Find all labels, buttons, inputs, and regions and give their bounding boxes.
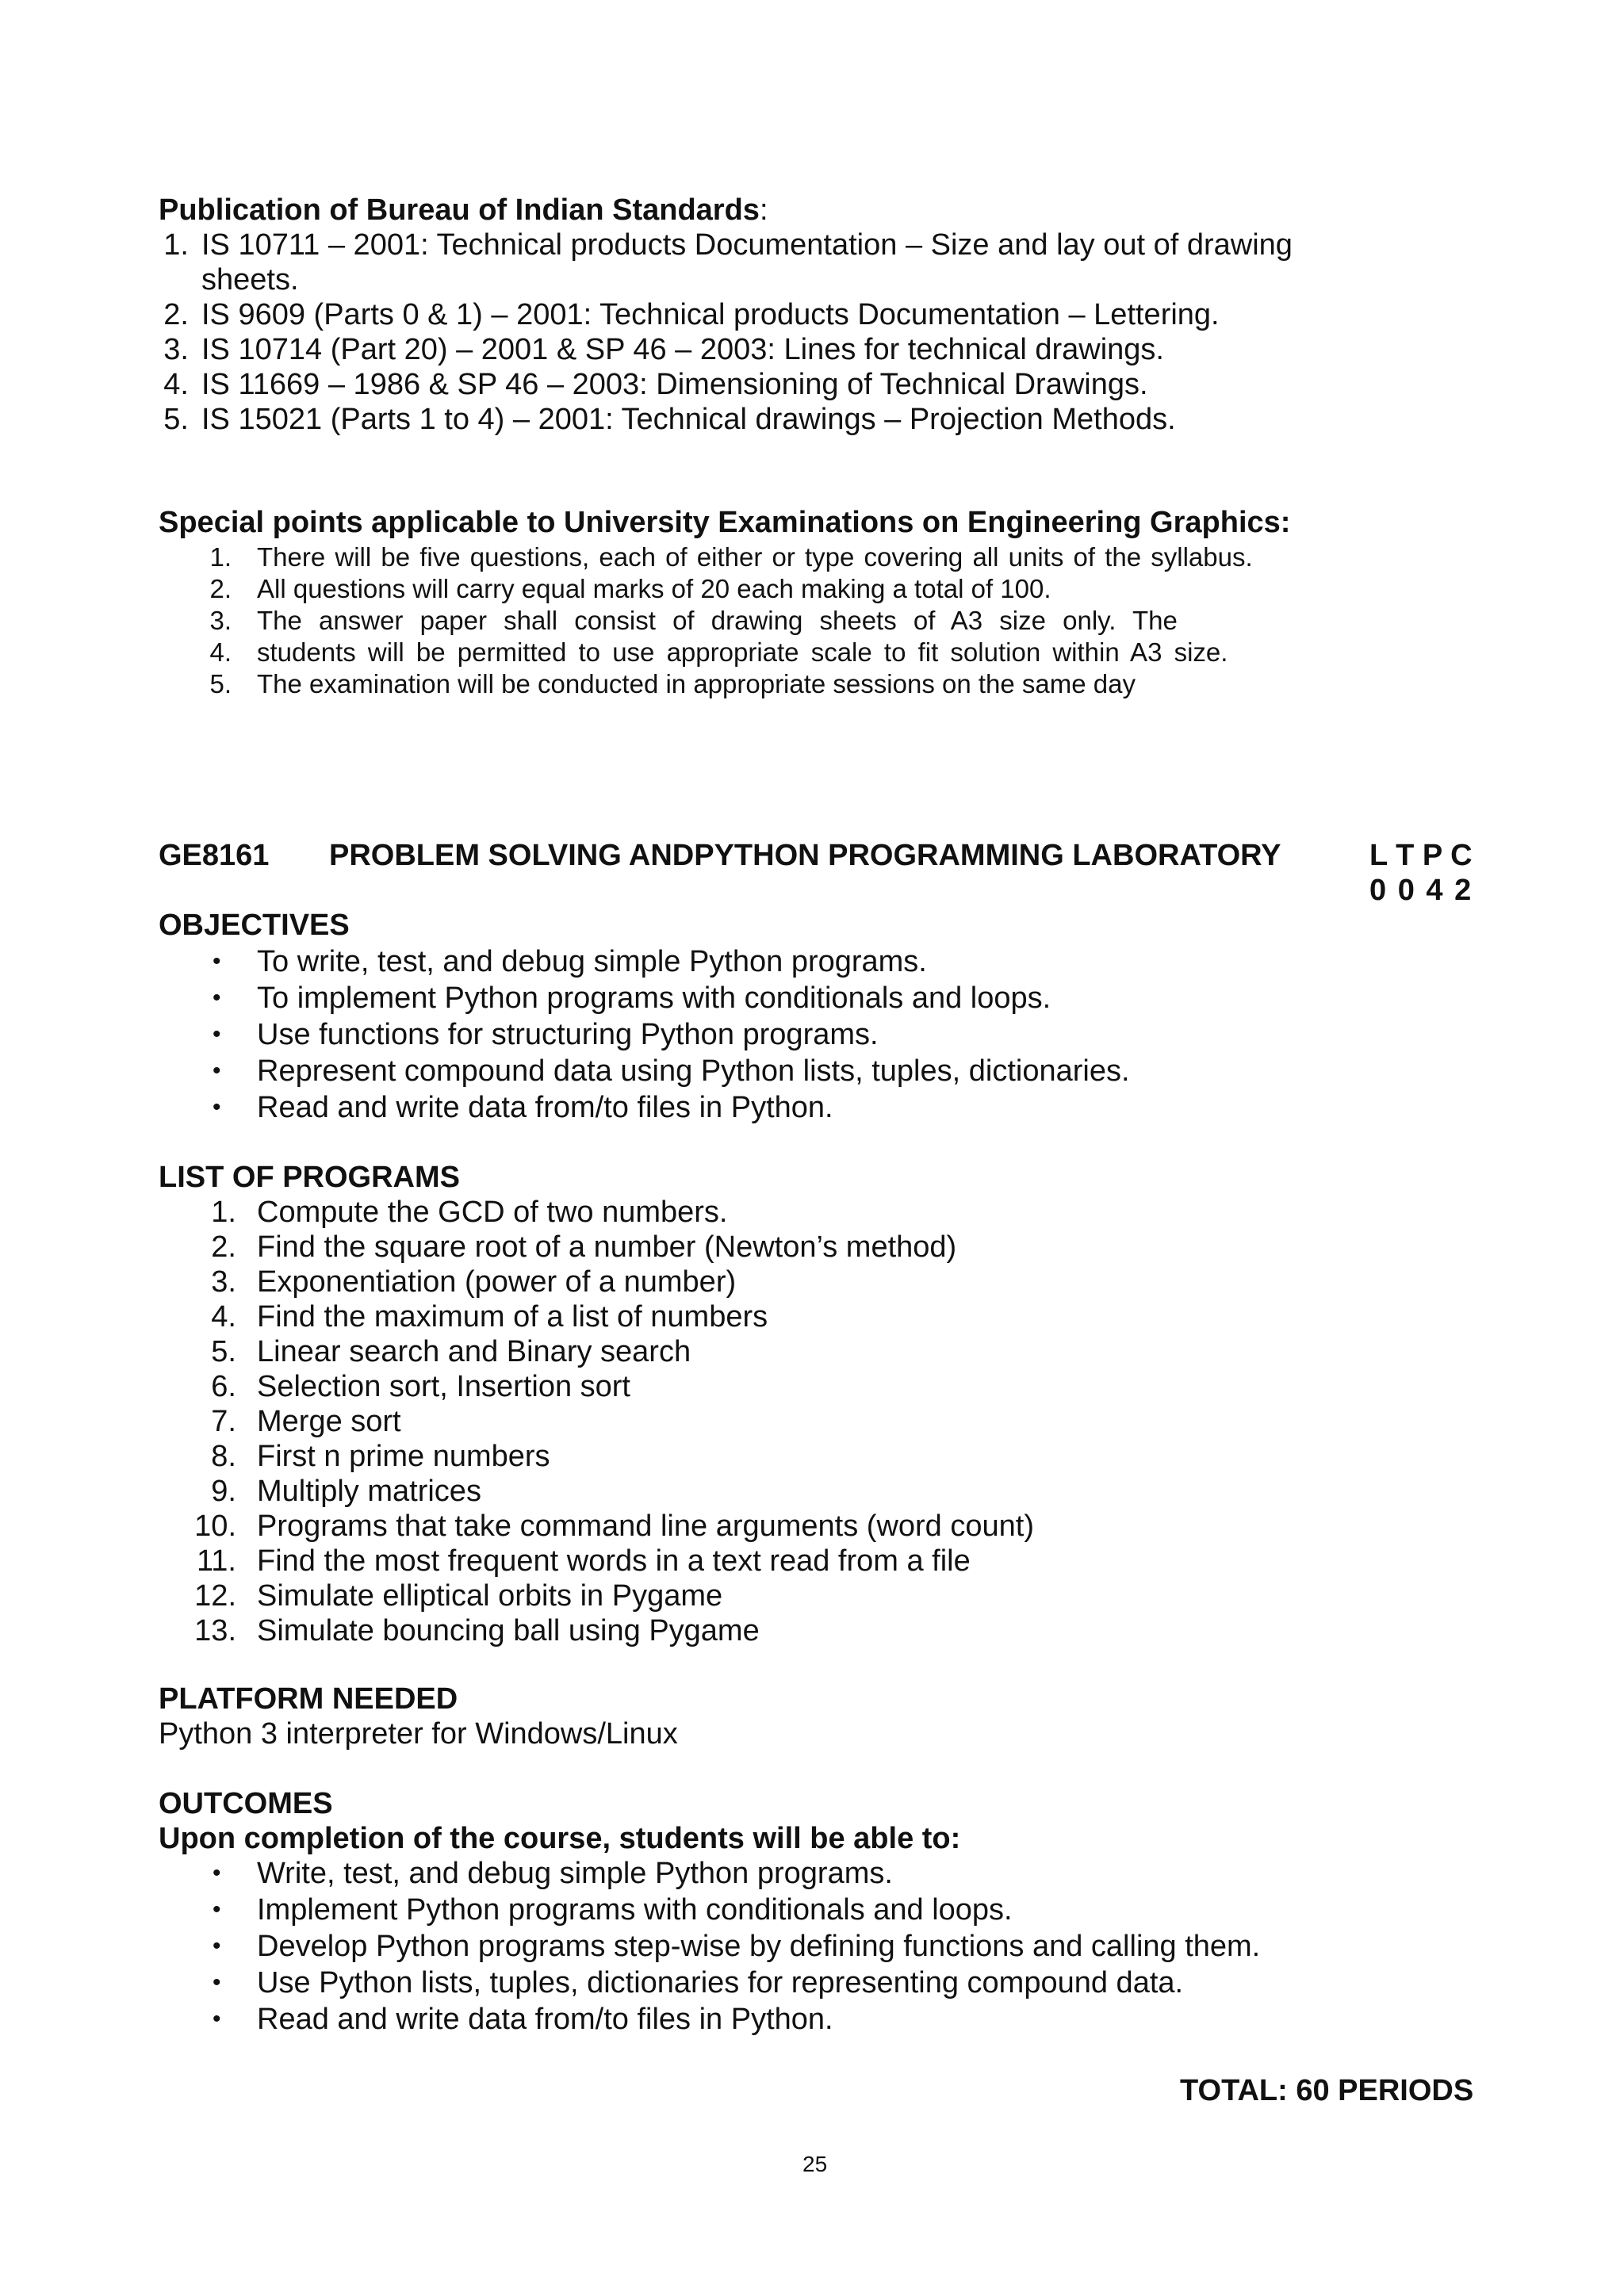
bis-item-4-text: IS 11669 – 1986 & SP 46 – 2003: Dimensioning of Technical Drawings.: [201, 368, 1148, 401]
special-item-1-num: 1.: [209, 542, 232, 572]
special-item-4-num: 4.: [209, 637, 232, 667]
program-10-text: Programs that take command line arguments (word count): [257, 1510, 1034, 1543]
special-item-2-text: All questions will carry equal marks of 20 each making a total of 100.: [257, 574, 1051, 603]
objective-2: To implement Python programs with conditionals and loops.: [257, 982, 1051, 1015]
special-item-4-text: students will be permitted to use appropriate scale to fit solution within A3 size.: [257, 637, 1228, 667]
special-item-1-text: There will be five questions, each of either or type covering all units of the syllabus.: [257, 542, 1253, 572]
bullet: •: [213, 1896, 221, 1923]
program-8-text: First n prime numbers: [257, 1440, 550, 1473]
bis-item-1-text: IS 10711 – 2001: Technical products Documentation – Size and lay out of drawing: [201, 228, 1293, 262]
program-7-num: 7.: [211, 1405, 236, 1438]
program-1-num: 1.: [211, 1196, 236, 1229]
program-6-num: 6.: [211, 1370, 236, 1403]
outcome-1: Write, test, and debug simple Python programs.: [257, 1857, 893, 1890]
objective-3: Use functions for structuring Python programs.: [257, 1018, 879, 1051]
bis-item-2-text: IS 9609 (Parts 0 & 1) – 2001: Technical products Documentation – Lettering.: [201, 298, 1220, 331]
special-item-5-num: 5.: [209, 669, 232, 698]
program-5-text: Linear search and Binary search: [257, 1335, 691, 1368]
bis-item-5-text: IS 15021 (Parts 1 to 4) – 2001: Technical drawings – Projection Methods.: [201, 403, 1176, 436]
ltpc-label: L T P C: [1369, 839, 1473, 872]
special-item-2-num: 2.: [209, 574, 232, 603]
program-12-num: 12.: [194, 1579, 236, 1613]
program-6-text: Selection sort, Insertion sort: [257, 1370, 630, 1403]
program-3-num: 3.: [211, 1265, 236, 1299]
bis-item-4-num: 4.: [163, 368, 189, 401]
bis-item-3-text: IS 10714 (Part 20) – 2001 & SP 46 – 2003: Lines for technical drawings.: [201, 333, 1164, 366]
bis-heading-line: [159, 193, 768, 228]
program-13-text: Simulate bouncing ball using Pygame: [257, 1614, 760, 1647]
bis-item-5-num: 5.: [163, 403, 189, 436]
program-7-text: Merge sort: [257, 1405, 401, 1438]
bullet: •: [213, 1021, 221, 1047]
outcome-5: Read and write data from/to files in Python.: [257, 2003, 833, 2036]
program-2-num: 2.: [211, 1230, 236, 1264]
program-3-text: Exponentiation (power of a number): [257, 1265, 737, 1299]
bullet: •: [213, 1094, 221, 1120]
outcomes-heading: OUTCOMES: [159, 1787, 333, 1820]
bis-item-3-num: 3.: [163, 333, 189, 366]
bis-item-1-num: 1.: [163, 228, 189, 262]
bis-heading: Publication of Bureau of Indian Standards: [159, 193, 760, 227]
program-9-num: 9.: [211, 1475, 236, 1508]
bis-heading-colon: :: [759, 193, 768, 227]
page-number: 25: [802, 2152, 828, 2176]
bullet: •: [213, 1058, 221, 1084]
program-5-num: 5.: [211, 1335, 236, 1368]
bis-item-1-text-cont: sheets.: [201, 263, 299, 297]
program-12-text: Simulate elliptical orbits in Pygame: [257, 1579, 723, 1613]
ltpc-values: 0 0 4 2: [1369, 874, 1472, 907]
program-11-text: Find the most frequent words in a text read from a file: [257, 1544, 971, 1578]
programs-heading: LIST OF PROGRAMS: [159, 1161, 460, 1194]
bullet: •: [213, 985, 221, 1011]
objective-4: Represent compound data using Python lists, tuples, dictionaries.: [257, 1054, 1130, 1088]
outcome-3: Develop Python programs step-wise by defining functions and calling them.: [257, 1930, 1261, 1963]
outcome-2: Implement Python programs with conditionals and loops.: [257, 1893, 1013, 1927]
bis-item-2-num: 2.: [163, 298, 189, 331]
objectives-heading: OBJECTIVES: [159, 909, 350, 942]
special-item-3-text: The answer paper shall consist of drawing sheets of A3 size only. The: [257, 606, 1178, 635]
objective-5: Read and write data from/to files in Python.: [257, 1091, 833, 1124]
program-10-num: 10.: [194, 1510, 236, 1543]
bullet: •: [213, 1969, 221, 1996]
special-item-3-num: 3.: [209, 606, 232, 635]
program-8-num: 8.: [211, 1440, 236, 1473]
outcome-4: Use Python lists, tuples, dictionaries for representing compound data.: [257, 1966, 1184, 1999]
objective-1: To write, test, and debug simple Python programs.: [257, 945, 927, 978]
program-2-text: Find the square root of a number (Newton’s method): [257, 1230, 957, 1264]
program-4-num: 4.: [211, 1300, 236, 1334]
bullet: •: [213, 1860, 221, 1886]
bullet: •: [213, 2006, 221, 2032]
program-11-num: 11.: [196, 1544, 236, 1578]
platform-text: Python 3 interpreter for Windows/Linux: [159, 1717, 678, 1751]
special-heading: Special points applicable to University Examinations on Engineering Graphics:: [159, 506, 1291, 539]
bullet: •: [213, 948, 221, 974]
course-title: PROBLEM SOLVING ANDPYTHON PROGRAMMING LABORATORY: [329, 839, 1281, 872]
program-13-num: 13.: [194, 1614, 236, 1647]
course-code: GE8161: [159, 839, 270, 872]
bullet: •: [213, 1933, 221, 1959]
platform-heading: PLATFORM NEEDED: [159, 1682, 458, 1716]
total-periods: TOTAL: 60 PERIODS: [1180, 2074, 1474, 2107]
program-9-text: Multiply matrices: [257, 1475, 481, 1508]
program-1-text: Compute the GCD of two numbers.: [257, 1196, 728, 1229]
program-4-text: Find the maximum of a list of numbers: [257, 1300, 768, 1334]
outcomes-subheading: Upon completion of the course, students will be able to:: [159, 1822, 961, 1855]
special-item-5-text: The examination will be conducted in appropriate sessions on the same day: [257, 669, 1136, 698]
